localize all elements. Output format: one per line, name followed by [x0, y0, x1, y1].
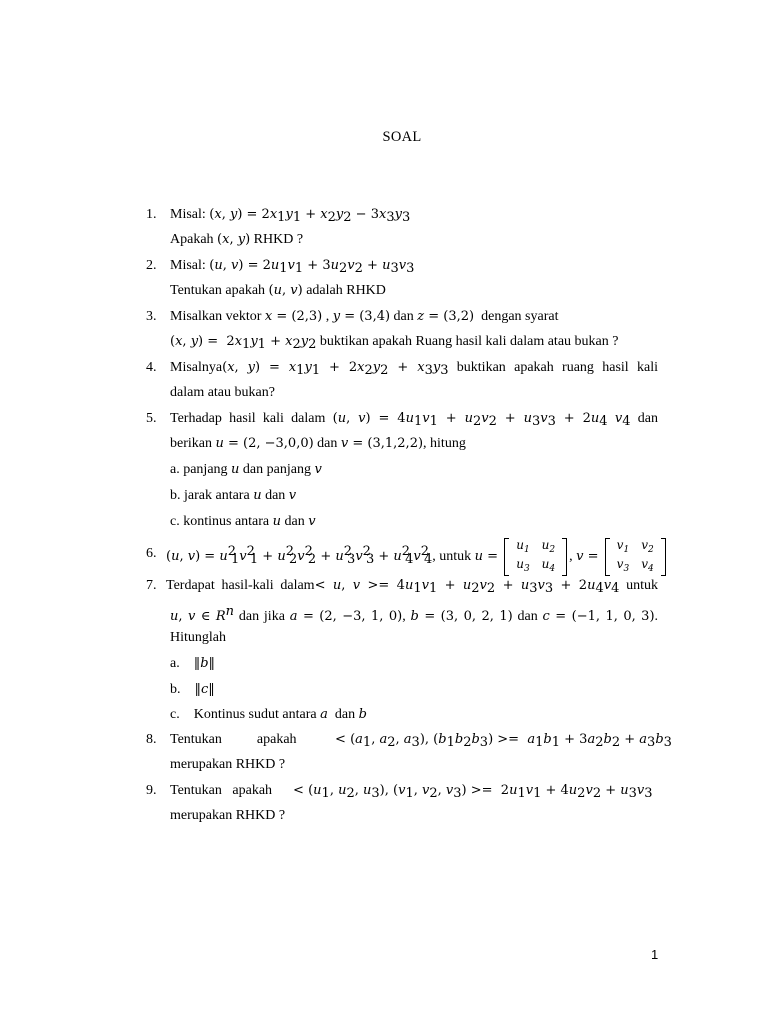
item-2-line-1: Misal: (u, $v) = 2u_1v_1 + 3u_2v_2 + u_3v_3$: [170, 258, 415, 276]
item-5-sub-a: a. panjang u dan panjang v: [170, 462, 322, 477]
item-number-9: 9.: [146, 783, 157, 798]
page-title: SOAL: [382, 129, 422, 145]
item-6-line-1: (u, $v) = u^2_1v^2_1 + u^2_2v^2_2 + u^2_3v^2_3 + u^2_4v^2_4$, untuk u = $u_1$ $u_2$ $u_3$ $u_4$ , v = $v_1$ $v_2$ $v_3$ $v_4$: [166, 536, 668, 576]
item-number-4: 4.: [146, 360, 157, 375]
item-1-line-1: Misal: (x, $y) = 2x_1y_1 + x_2y_2 - 3x_3y_3$: [170, 207, 411, 225]
item-number-6: 6.: [146, 546, 157, 561]
item-7-sub-c: c. Kontinus sudut antara a dan b: [170, 707, 367, 722]
item-9-line-1: Tentukan apakah < ($u_1$, $u_2$, $u_3$), ($v_1$, $v_2$, $v_3) >= 2u_1v_1 + 4u_2v_2 + u_3v_3$: [170, 783, 653, 801]
item-2-line-2: Tentukan apakah (u, v) adalah RHKD: [170, 283, 386, 298]
item-1-line-2: Apakah (x, y) RHKD ?: [170, 232, 304, 247]
item-9-line-2: merupakan RHKD ?: [170, 808, 286, 823]
item-5-line-2: berikan u = (2, −3,0,0) dan v = (3,1,2,2), hitung: [170, 436, 466, 451]
item-number-1: 1.: [146, 207, 157, 222]
item-3-line-1: Misalkan vektor x = (2,3) , y = (3,4) dan z = (3,2) dengan syarat: [170, 309, 559, 324]
item-5-sub-c: c. kontinus antara u dan v: [170, 514, 316, 529]
page-number: 1: [651, 947, 659, 962]
item-7-line-2: u, v ∈ $R^n$ dan jika a = (2, −3, 1, 0), b = (3, 0, 2, 1) dan c = (−1, 1, 0, 3).: [170, 604, 659, 624]
item-7-sub-a: a. ‖b‖: [170, 656, 216, 671]
item-number-7: 7.: [146, 578, 157, 593]
item-4-line-2: dalam atau bukan?: [170, 385, 275, 400]
item-4-line-1: Misalnya(x, $y) = x_1y_1 + 2x_2y_2 + x_3y_3$ buktikan apakah ruang hasil kali: [170, 360, 658, 378]
item-number-5: 5.: [146, 411, 157, 426]
item-8-line-2: merupakan RHKD ?: [170, 757, 286, 772]
item-7-sub-b: b. ‖c‖: [170, 682, 215, 697]
item-5-sub-b: b. jarak antara u dan v: [170, 488, 297, 503]
item-number-2: 2.: [146, 258, 157, 273]
item-number-8: 8.: [146, 732, 157, 747]
item-3-line-2: (x, $y) = 2x_1y_1 + x_2y_2$ buktikan apakah Ruang hasil kali dalam atau bukan ?: [170, 334, 619, 352]
item-7-line-3: Hitunglah: [170, 630, 226, 645]
matrix-u: $u_1$ $u_2$ $u_3$ $u_4$: [504, 538, 567, 576]
item-7-line-1: Terdapat hasil-kali dalam< u, $v >= 4u_1v_1 + u_2v_2 + u_3v_3 + 2u_4v_4$ untuk: [166, 578, 658, 596]
item-number-3: 3.: [146, 309, 157, 324]
item-8-line-1: Tentukan apakah < ($a_1$, $a_2$, $a_3$), $(b_1b_2b_3) >= a_1b_1 + 3a_2b_2 + a_3b_3$: [170, 732, 672, 750]
matrix-v: $v_1$ $v_2$ $v_3$ $v_4$: [605, 538, 666, 576]
item-5-line-1: Terhadap hasil kali dalam (u, $v) = 4u_1v_1 + u_2v_2 + u_3v_3 + 2u_4$ $v_4$ dan: [170, 411, 658, 429]
